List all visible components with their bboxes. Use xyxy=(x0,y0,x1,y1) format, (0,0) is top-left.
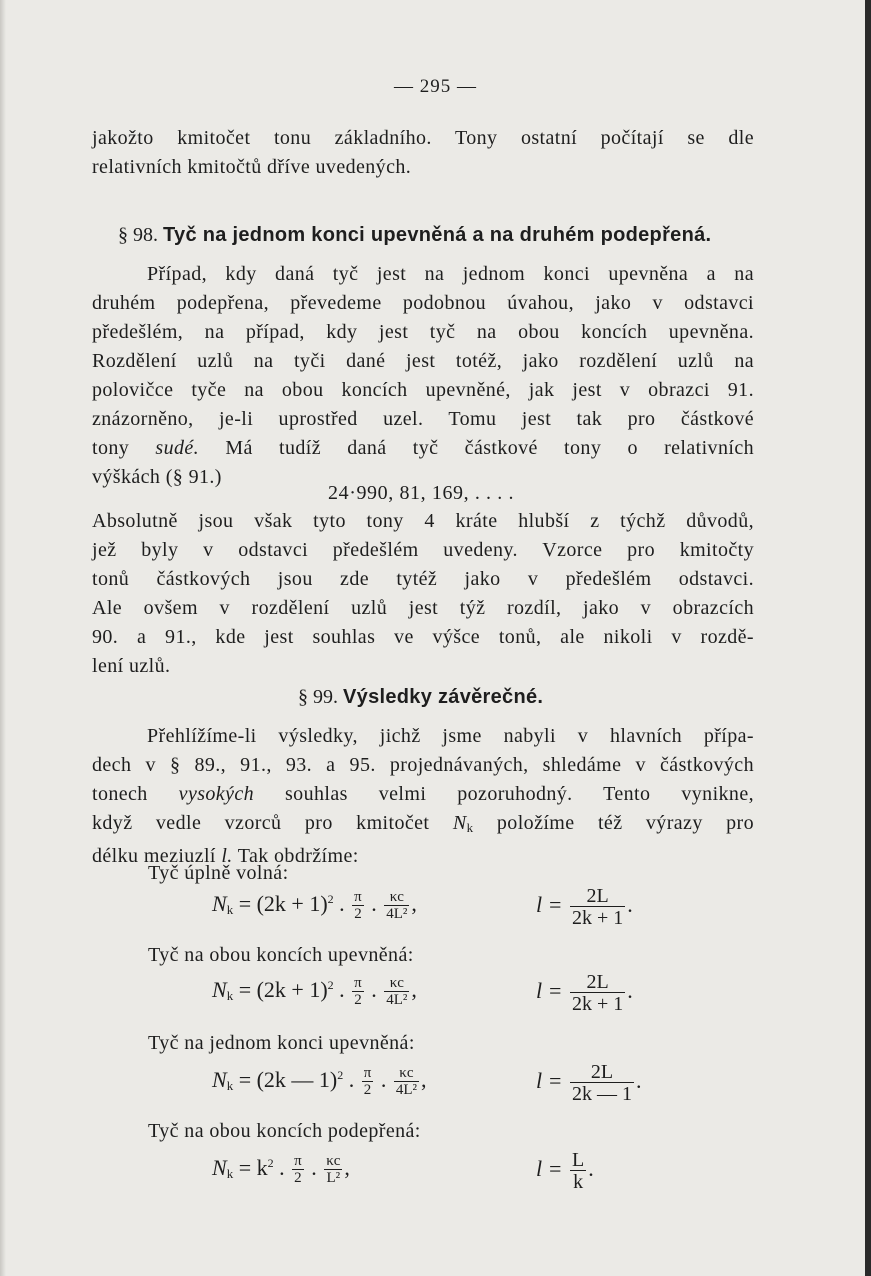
text-line xyxy=(92,780,754,809)
formula-base: = (2k + 1) xyxy=(238,891,328,917)
symbol-N: N xyxy=(452,812,467,834)
symbol-k: k xyxy=(466,820,474,835)
formula-Nk: $N_k = (2k + 1)^2$ . $\frac{\pi}{2}$ . $\frac{\kappa c}{\text{4L²}}$ , xyxy=(212,889,417,922)
numerator: 2L xyxy=(586,971,609,993)
symbol-l: l = xyxy=(536,1068,563,1094)
text-line: předešlém, na případ, kdy jest tyč na obou koncích upevněna. xyxy=(92,321,754,343)
symbol-k: k xyxy=(226,902,234,918)
fraction-kc xyxy=(384,890,409,922)
denominator: 4L² xyxy=(386,992,408,1008)
denominator: 2k — 1 xyxy=(571,1083,632,1105)
section-mark: § 99. xyxy=(298,686,338,708)
text-line xyxy=(92,809,754,842)
numerator: 2L xyxy=(586,885,609,907)
relative-heights-list: 24·990, 81, 169, . . . . xyxy=(328,482,515,504)
symbol-l: l = xyxy=(536,892,563,918)
denominator: 4L² xyxy=(386,906,408,922)
formula-l: l = $\frac{2L}{2k + 1}$ . xyxy=(536,971,633,1015)
formula-exponent: 2 xyxy=(327,892,334,907)
formula-exponent: 2 xyxy=(327,978,334,993)
paragraph-1 xyxy=(92,260,754,492)
fraction-l xyxy=(570,1062,634,1104)
numerator: 2L xyxy=(590,1061,614,1083)
numerator: κc xyxy=(399,1065,414,1081)
fraction-pi-half xyxy=(352,976,364,1008)
text-fragment: souhlas velmi pozoruhodný. Tento vynikne, xyxy=(285,783,754,805)
text-fragment: délku meziuzlí xyxy=(92,845,216,867)
formula-l: l = $\frac{L}{k}$ . xyxy=(536,1149,594,1193)
numerator: π xyxy=(363,1065,372,1081)
text-line: Případ, kdy daná tyč jest na jednom konci upevněna a na xyxy=(147,263,754,285)
symbol-N: N xyxy=(212,977,227,1003)
denominator: 2 xyxy=(292,1169,304,1186)
text-line: jakožto kmitočet tonu základního. Tony ostatní počítají se dle xyxy=(92,127,754,149)
denominator: 2 xyxy=(362,1081,374,1098)
numerator: π xyxy=(294,1153,302,1169)
formula-base: = (2k + 1) xyxy=(238,977,328,1003)
section-98-heading xyxy=(118,224,711,247)
numerator: π xyxy=(354,889,362,905)
italic-word: vysokých xyxy=(178,783,255,805)
section-99-heading xyxy=(298,686,543,709)
formula-Nk: $N_k = (2k$ — 1)$^2$ . $\frac{\pi}{2}$ . $\frac{\kappa c}{\text{4L²}}$ , xyxy=(212,1065,427,1098)
section-title: Výsledky závěrečné. xyxy=(343,686,544,708)
text-fragment: položíme též výrazy pro xyxy=(496,812,755,834)
formula-exponent: 2 xyxy=(267,1156,274,1171)
denominator: 2k + 1 xyxy=(571,993,624,1015)
fraction-l xyxy=(570,886,625,928)
numerator: κc xyxy=(389,975,404,991)
formula-label: Tyč na jednom konci upevněná: xyxy=(148,1032,415,1054)
text-line: tonů částkových jsou zde tytéž jako v předešlém odstavci. xyxy=(92,568,754,590)
fraction-l xyxy=(570,972,625,1014)
paragraph-3 xyxy=(92,722,754,871)
symbol-N: N xyxy=(212,1067,227,1093)
denominator: 2 xyxy=(352,991,364,1008)
page-number: — 295 — xyxy=(394,76,477,97)
italic-word: sudé. xyxy=(155,437,200,459)
fraction-pi-half xyxy=(292,1154,304,1186)
formula-l: l = $\frac{2L}{2k — 1}$ . xyxy=(536,1061,642,1105)
fraction-pi-half xyxy=(352,890,364,922)
formula-Nk: $N_k = k^2$ . $\frac{\pi}{2}$ . $\frac{\kappa c}{\text{L²}}$ , xyxy=(212,1153,350,1186)
fraction-kc xyxy=(384,976,409,1008)
paragraph-2 xyxy=(92,507,754,681)
denominator: 2 xyxy=(352,905,364,922)
intro-paragraph xyxy=(92,124,754,182)
formula-base: = (2k — 1) xyxy=(238,1067,338,1093)
italic-word: l. xyxy=(221,845,233,867)
text-line: Rozdělení uzlů na tyči dané jest totéž, jako rozdělení uzlů na xyxy=(92,350,754,372)
section-mark: § 98. xyxy=(118,224,158,246)
text-line xyxy=(92,434,754,463)
text-line: Přehlížíme-li výsledky, jichž jsme nabyli v hlavních přípa- xyxy=(147,725,754,747)
symbol-l: l = xyxy=(536,1156,563,1182)
symbol-k: k xyxy=(226,988,234,1004)
text-line: dech v § 89., 91., 93. a 95. projednávaných, shledáme v částkových xyxy=(92,754,754,776)
symbol-Nk xyxy=(453,812,474,834)
numerator: π xyxy=(354,975,362,991)
formula-Nk: $N_k = (2k + 1)^2$ . $\frac{\pi}{2}$ . $\frac{\kappa c}{\text{4L²}}$ , xyxy=(212,975,417,1008)
formula-base: = k xyxy=(238,1155,268,1181)
denominator: 4L² xyxy=(395,1082,417,1098)
formula-l: l = $\frac{2L}{2k + 1}$ . xyxy=(536,885,633,929)
text-line: Absolutně jsou však tyto tony 4 kráte hlubší z týchž důvodů, xyxy=(92,510,754,532)
formula-exponent: 2 xyxy=(337,1068,344,1083)
fraction-kc xyxy=(394,1066,419,1098)
text-line: 90. a 91., kde jest souhlas ve výšce tonů, ale nikoli v rozdě- xyxy=(92,626,754,648)
scan-edge-right xyxy=(865,0,871,1276)
fraction-pi-half xyxy=(362,1066,374,1098)
text-line: relativních kmitočtů dříve uvedených. xyxy=(92,156,412,178)
formula-label: Tyč na obou koncích upevněná: xyxy=(148,944,414,966)
text-line: lení uzlů. xyxy=(92,655,171,677)
text-line: výškách (§ 91.) xyxy=(92,466,222,488)
text-fragment: Tak obdržíme: xyxy=(237,845,359,867)
text-fragment: když vedle vzorců pro kmitočet xyxy=(92,812,430,834)
text-fragment: tony xyxy=(92,437,130,459)
text-line: Ale ovšem v rozdělení uzlů jest týž rozdíl, jako v obrazcích xyxy=(92,597,754,619)
symbol-N: N xyxy=(212,891,227,917)
text-line: druhém podepřena, převedeme podobnou úvahou, jako v odstavci xyxy=(92,292,754,314)
text-line: jež byly v odstavci předešlém uvedeny. Vzorce pro kmitočty xyxy=(92,539,754,561)
symbol-N: N xyxy=(212,1155,227,1181)
fraction-kc xyxy=(324,1154,342,1186)
fraction-l xyxy=(570,1150,586,1192)
formula-label: Tyč na obou koncích podepřená: xyxy=(148,1120,421,1142)
scan-edge-left xyxy=(0,0,6,1276)
text-line: znázorněno, je-li uprostřed uzel. Tomu jest tak pro částkové xyxy=(92,408,754,430)
text-fragment: tonech xyxy=(92,783,148,805)
denominator: k xyxy=(570,1170,586,1192)
denominator: 2k + 1 xyxy=(571,907,624,929)
text-fragment: Má tudíž daná tyč částkové tony o relativních xyxy=(225,437,754,459)
symbol-k: k xyxy=(226,1166,234,1182)
symbol-l: l = xyxy=(536,978,563,1004)
text-line: polovičce tyče na obou koncích upevněné, jak jest v obrazci 91. xyxy=(92,379,754,401)
numerator: L xyxy=(571,1149,585,1171)
symbol-k: k xyxy=(226,1078,234,1094)
formula-label: Tyč úplně volná: xyxy=(148,862,289,884)
numerator: κc xyxy=(389,889,404,905)
numerator: κc xyxy=(326,1153,341,1169)
section-title: Tyč na jednom konci upevněná a na druhém podepřená. xyxy=(163,224,712,246)
denominator: L² xyxy=(324,1169,342,1186)
